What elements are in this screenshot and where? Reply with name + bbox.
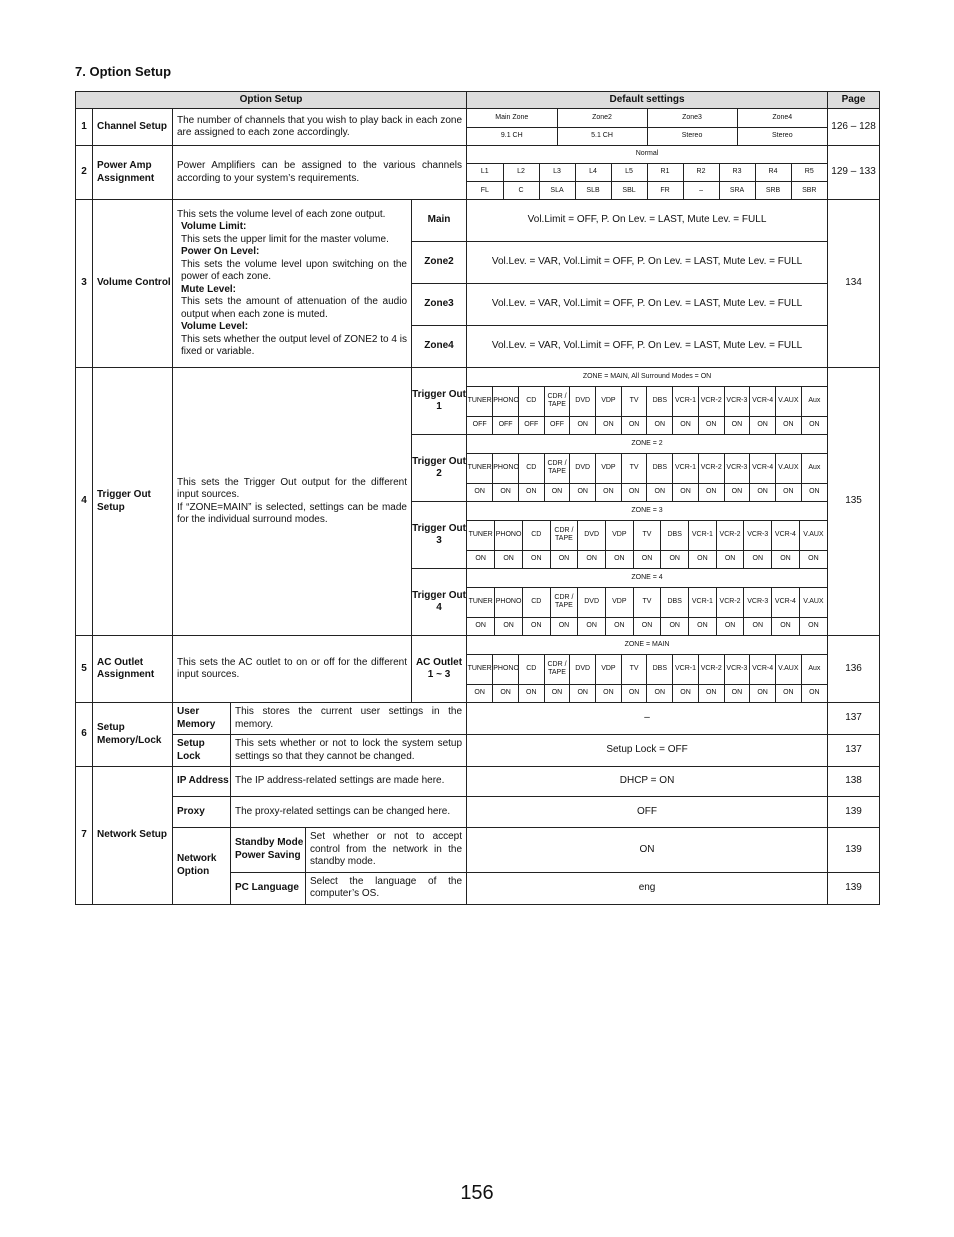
source-name: VCR-4 (772, 587, 800, 617)
source-value: ON (621, 416, 647, 434)
source-name: VCR-1 (673, 386, 699, 416)
source-value: ON (518, 483, 544, 501)
standby-desc: Set whether or not to accept control from the network in the standby mode. (306, 828, 467, 873)
source-value: ON (596, 684, 622, 702)
source-name: V.AUX (775, 654, 801, 684)
zone-volume-value: Vol.Lev. = VAR, Vol.Limit = OFF, P. On Lev. = LAST, Mute Lev. = FULL (467, 326, 828, 368)
source-value: ON (689, 550, 717, 568)
source-value: ON (467, 617, 495, 635)
row-number: 4 (76, 368, 93, 636)
source-name: TUNER (467, 587, 495, 617)
power-on-text: This sets the volume level upon switching on the power of each zone. (181, 258, 407, 282)
ac-outlet-label: AC Outlet 1 ~ 3 (412, 636, 467, 703)
header-default-settings: Default settings (467, 92, 828, 109)
source-name: TV (621, 654, 647, 684)
source-value: ON (596, 416, 622, 434)
user-memory-label: User Memory (173, 703, 231, 735)
trigger-grid (467, 368, 828, 435)
source-value: ON (801, 416, 827, 434)
amp-channel: L3 (539, 163, 575, 181)
trigger-label: Trigger Out 3 (412, 502, 467, 569)
source-value: ON (775, 483, 801, 501)
source-name: CD (518, 654, 544, 684)
source-value: ON (633, 550, 661, 568)
source-value: ON (570, 483, 596, 501)
amp-assignment: SLA (539, 182, 575, 199)
source-name: V.AUX (799, 587, 827, 617)
source-value: ON (544, 684, 570, 702)
zone-value: 5.1 CH (557, 127, 647, 145)
page-ref: 134 (828, 200, 880, 368)
source-value: ON (716, 550, 744, 568)
user-memory-desc: This stores the current user settings in the memory. (231, 703, 467, 735)
proxy-label: Proxy (173, 797, 231, 828)
row-setup-memory-lock (76, 703, 880, 735)
amp-assignment: FR (647, 182, 683, 199)
source-name: VDP (605, 520, 633, 550)
source-name: VCR-2 (716, 520, 744, 550)
amp-mode: Normal (467, 146, 827, 163)
zone-label: Zone3 (412, 284, 467, 326)
amp-channel: L1 (467, 163, 503, 181)
source-value: ON (673, 416, 699, 434)
volume-level-title: Volume Level: (181, 321, 249, 332)
source-name: DBS (661, 587, 689, 617)
amp-channel: R4 (755, 163, 791, 181)
source-value: ON (724, 416, 750, 434)
zone-label: Main (412, 200, 467, 242)
source-value: ON (605, 550, 633, 568)
zone-caption: ZONE = 2 (467, 435, 827, 453)
source-name: VCR-1 (689, 520, 717, 550)
source-name: PHONO (493, 654, 519, 684)
source-value: ON (518, 684, 544, 702)
row-ac-outlet-assignment (76, 636, 880, 703)
source-name: CDR / TAPE (544, 654, 570, 684)
volume-limit-text: This sets the upper limit for the master volume. (181, 233, 389, 245)
source-name: Aux (801, 654, 827, 684)
row-number: 6 (76, 703, 93, 767)
source-name: PHONO (495, 520, 523, 550)
source-value: ON (467, 684, 493, 702)
source-value: ON (744, 617, 772, 635)
row-volume-control (76, 200, 880, 242)
page-ref: 136 (828, 636, 880, 703)
trigger-desc-2: If “ZONE=MAIN” is selected, settings can be made for the individual surround modes. (177, 501, 407, 525)
source-value: ON (801, 483, 827, 501)
source-value: ON (772, 617, 800, 635)
header-option-setup: Option Setup (76, 92, 467, 109)
page-ref: 137 (828, 703, 880, 735)
source-value: ON (661, 617, 689, 635)
source-name: TV (633, 520, 661, 550)
source-value: ON (493, 483, 519, 501)
pc-language-desc: Select the language of the computer’s OS. (306, 872, 467, 904)
trigger-label: Trigger Out 4 (412, 569, 467, 636)
source-value: ON (570, 684, 596, 702)
row-name: Volume Control (93, 200, 173, 368)
ac-outlet-grid (467, 636, 828, 703)
user-memory-value: – (467, 703, 828, 735)
row-name: Channel Setup (93, 109, 173, 146)
source-name: Aux (801, 386, 827, 416)
source-name: VCR-3 (724, 386, 750, 416)
mute-level-text: This sets the amount of attenuation of the audio output when each zone is muted. (181, 296, 407, 320)
row-name: AC Outlet Assignment (93, 636, 173, 703)
row-name: Setup Memory/Lock (93, 703, 173, 767)
source-name: VCR-1 (673, 453, 699, 483)
source-name: CDR / TAPE (544, 386, 570, 416)
source-name: TUNER (467, 386, 493, 416)
source-value: ON (689, 617, 717, 635)
source-name: PHONO (493, 453, 519, 483)
amp-channel: L4 (575, 163, 611, 181)
standby-label: Standby Mode Power Saving (231, 828, 306, 873)
source-name: TV (621, 453, 647, 483)
volume-intro: This sets the volume level of each zone output. (177, 208, 386, 220)
source-name: VCR-2 (698, 654, 724, 684)
standby-value: ON (467, 828, 828, 873)
trigger-desc-1: This sets the Trigger Out output for the different input sources. (177, 476, 407, 500)
ip-address-value: DHCP = ON (467, 767, 828, 797)
amp-assignment: SRA (719, 182, 755, 199)
zone-header: Zone2 (557, 109, 647, 127)
source-value: ON (647, 483, 673, 501)
source-value: ON (570, 416, 596, 434)
setup-lock-label: Setup Lock (173, 735, 231, 767)
row-number: 7 (76, 767, 93, 905)
row-description: This sets the AC outlet to on or off for the different input sources. (173, 636, 412, 703)
source-value: OFF (544, 416, 570, 434)
amp-channel: R5 (791, 163, 827, 181)
zone-volume-value: Vol.Lev. = VAR, Vol.Limit = OFF, P. On Lev. = LAST, Mute Lev. = FULL (467, 284, 828, 326)
source-value: ON (647, 684, 673, 702)
zone-caption: ZONE = MAIN, All Surround Modes = ON (467, 368, 827, 386)
source-name: VCR-1 (689, 587, 717, 617)
source-name: VCR-3 (744, 520, 772, 550)
source-name: TUNER (467, 453, 493, 483)
pc-language-value: eng (467, 872, 828, 904)
source-name: TUNER (467, 654, 493, 684)
trigger-label: Trigger Out 2 (412, 435, 467, 502)
source-name: VCR-3 (724, 654, 750, 684)
source-name: CD (522, 520, 550, 550)
source-name: CDR / TAPE (550, 587, 578, 617)
amp-channel: R1 (647, 163, 683, 181)
source-value: ON (605, 617, 633, 635)
source-name: V.AUX (799, 520, 827, 550)
page-ref: 139 (828, 872, 880, 904)
source-value: ON (661, 550, 689, 568)
source-name: VCR-3 (744, 587, 772, 617)
header-page: Page (828, 92, 880, 109)
source-name: VCR-2 (716, 587, 744, 617)
source-name: DVD (578, 587, 606, 617)
source-value: ON (522, 550, 550, 568)
source-name: TUNER (467, 520, 495, 550)
page-ref: 139 (828, 797, 880, 828)
source-value: ON (744, 550, 772, 568)
source-value: ON (596, 483, 622, 501)
source-name: DVD (570, 386, 596, 416)
source-name: CDR / TAPE (550, 520, 578, 550)
source-name: DBS (647, 453, 673, 483)
mute-level-title: Mute Level: (181, 283, 237, 295)
volume-limit-title: Volume Limit: (181, 221, 247, 232)
source-value: ON (467, 483, 493, 501)
source-value: ON (647, 416, 673, 434)
source-name: VCR-4 (750, 654, 776, 684)
amp-assignment: – (683, 182, 719, 199)
source-value: ON (775, 684, 801, 702)
source-name: VDP (596, 654, 622, 684)
source-name: Aux (801, 453, 827, 483)
source-name: VCR-2 (698, 453, 724, 483)
source-value: ON (716, 617, 744, 635)
source-value: ON (750, 416, 776, 434)
zone-label: Zone4 (412, 326, 467, 368)
source-name: CD (518, 386, 544, 416)
source-name: DBS (661, 520, 689, 550)
source-name: VDP (596, 453, 622, 483)
source-value: ON (578, 550, 606, 568)
row-name: Trigger Out Setup (93, 368, 173, 636)
source-name: DVD (578, 520, 606, 550)
zone-caption: ZONE = MAIN (467, 636, 827, 654)
page-ref: 126 – 128 (828, 109, 880, 146)
amp-assignment: SBR (791, 182, 827, 199)
source-value: OFF (518, 416, 544, 434)
page-ref: 138 (828, 767, 880, 797)
trigger-grid (467, 502, 828, 569)
source-value: ON (621, 684, 647, 702)
zone-volume-value: Vol.Lev. = VAR, Vol.Limit = OFF, P. On Lev. = LAST, Mute Lev. = FULL (467, 242, 828, 284)
row-number: 3 (76, 200, 93, 368)
source-name: VCR-2 (698, 386, 724, 416)
amp-assignment: SRB (755, 182, 791, 199)
default-cell (467, 109, 828, 146)
source-name: V.AUX (775, 386, 801, 416)
zone-volume-value: Vol.Limit = OFF, P. On Lev. = LAST, Mute Lev. = FULL (467, 200, 828, 242)
source-value: ON (544, 483, 570, 501)
section-title: 7. Option Setup (75, 64, 172, 79)
amp-channel: R3 (719, 163, 755, 181)
source-name: DBS (647, 386, 673, 416)
pc-language-label: PC Language (231, 872, 306, 904)
trigger-grid (467, 569, 828, 636)
page-ref: 135 (828, 368, 880, 636)
row-number: 5 (76, 636, 93, 703)
zone-value: Stereo (737, 127, 827, 145)
zone-header: Zone4 (737, 109, 827, 127)
source-value: ON (550, 550, 578, 568)
source-value: ON (621, 483, 647, 501)
zone-header: Main Zone (467, 109, 557, 127)
row-name: Power Amp Assignment (93, 146, 173, 200)
source-value: ON (799, 617, 827, 635)
page-ref: 139 (828, 828, 880, 873)
source-name: VCR-4 (772, 520, 800, 550)
source-value: ON (673, 483, 699, 501)
zone-header: Zone3 (647, 109, 737, 127)
source-name: VDP (605, 587, 633, 617)
page-ref: 137 (828, 735, 880, 767)
source-value: ON (775, 416, 801, 434)
amp-assignment: SLB (575, 182, 611, 199)
trigger-label: Trigger Out 1 (412, 368, 467, 435)
source-value: ON (550, 617, 578, 635)
volume-level-text: This sets whether the output level of ZONE2 to 4 is fixed or variable. (181, 333, 407, 357)
amp-channel: L2 (503, 163, 539, 181)
amp-assignment: SBL (611, 182, 647, 199)
source-value: ON (467, 550, 495, 568)
source-value: ON (772, 550, 800, 568)
source-value: ON (698, 416, 724, 434)
source-name: VCR-1 (673, 654, 699, 684)
source-value: ON (698, 483, 724, 501)
network-option-label: Network Option (173, 828, 231, 905)
source-name: VCR-3 (724, 453, 750, 483)
power-on-title: Power On Level: (181, 246, 260, 257)
source-value: ON (750, 684, 776, 702)
source-value: ON (750, 483, 776, 501)
source-name: VCR-4 (750, 453, 776, 483)
source-value: ON (698, 684, 724, 702)
source-name: VCR-4 (750, 386, 776, 416)
proxy-value: OFF (467, 797, 828, 828)
source-name: CD (522, 587, 550, 617)
proxy-desc: The proxy-related settings can be changed here. (231, 797, 467, 828)
source-name: PHONO (495, 587, 523, 617)
row-trigger-out-setup (76, 368, 880, 435)
row-channel-setup (76, 109, 880, 146)
source-name: PHONO (493, 386, 519, 416)
row-power-amp-assignment (76, 146, 880, 200)
row-description: The number of channels that you wish to play back in each zone are assigned to each zone accordingly. (173, 109, 467, 146)
source-value: ON (799, 550, 827, 568)
source-value: ON (578, 617, 606, 635)
source-value: ON (633, 617, 661, 635)
option-setup-table (75, 91, 880, 905)
default-cell (467, 146, 828, 200)
source-name: DBS (647, 654, 673, 684)
source-value: ON (495, 617, 523, 635)
ip-address-desc: The IP address-related settings are made here. (231, 767, 467, 797)
zone-caption: ZONE = 3 (467, 502, 827, 520)
source-value: ON (724, 684, 750, 702)
source-name: V.AUX (775, 453, 801, 483)
source-name: DVD (570, 453, 596, 483)
amp-assignment: C (503, 182, 539, 199)
source-value: ON (493, 684, 519, 702)
amp-assignment: FL (467, 182, 503, 199)
row-description: Power Amplifiers can be assigned to the various channels according to your system’s requirements. (173, 146, 467, 200)
ip-address-label: IP Address (173, 767, 231, 797)
zone-value: 9.1 CH (467, 127, 557, 145)
page-number: 156 (460, 1182, 494, 1204)
page-ref: 129 – 133 (828, 146, 880, 200)
source-name: DVD (570, 654, 596, 684)
trigger-grid (467, 435, 828, 502)
zone-caption: ZONE = 4 (467, 569, 827, 587)
zone-label: Zone2 (412, 242, 467, 284)
source-name: VDP (596, 386, 622, 416)
setup-lock-desc: This sets whether or not to lock the system setup settings so that they cannot be changed. (231, 735, 467, 767)
source-name: CDR / TAPE (544, 453, 570, 483)
amp-channel: L5 (611, 163, 647, 181)
row-number: 1 (76, 109, 93, 146)
source-value: OFF (493, 416, 519, 434)
setup-lock-value: Setup Lock = OFF (467, 735, 828, 767)
source-value: ON (495, 550, 523, 568)
row-network-setup (76, 767, 880, 797)
zone-value: Stereo (647, 127, 737, 145)
source-value: ON (522, 617, 550, 635)
source-value: ON (724, 483, 750, 501)
row-name: Network Setup (93, 767, 173, 905)
row-description (173, 200, 412, 368)
source-value: OFF (467, 416, 493, 434)
source-name: TV (633, 587, 661, 617)
amp-channel: R2 (683, 163, 719, 181)
source-value: ON (673, 684, 699, 702)
row-description (173, 368, 412, 636)
source-name: CD (518, 453, 544, 483)
source-value: ON (801, 684, 827, 702)
row-number: 2 (76, 146, 93, 200)
source-name: TV (621, 386, 647, 416)
